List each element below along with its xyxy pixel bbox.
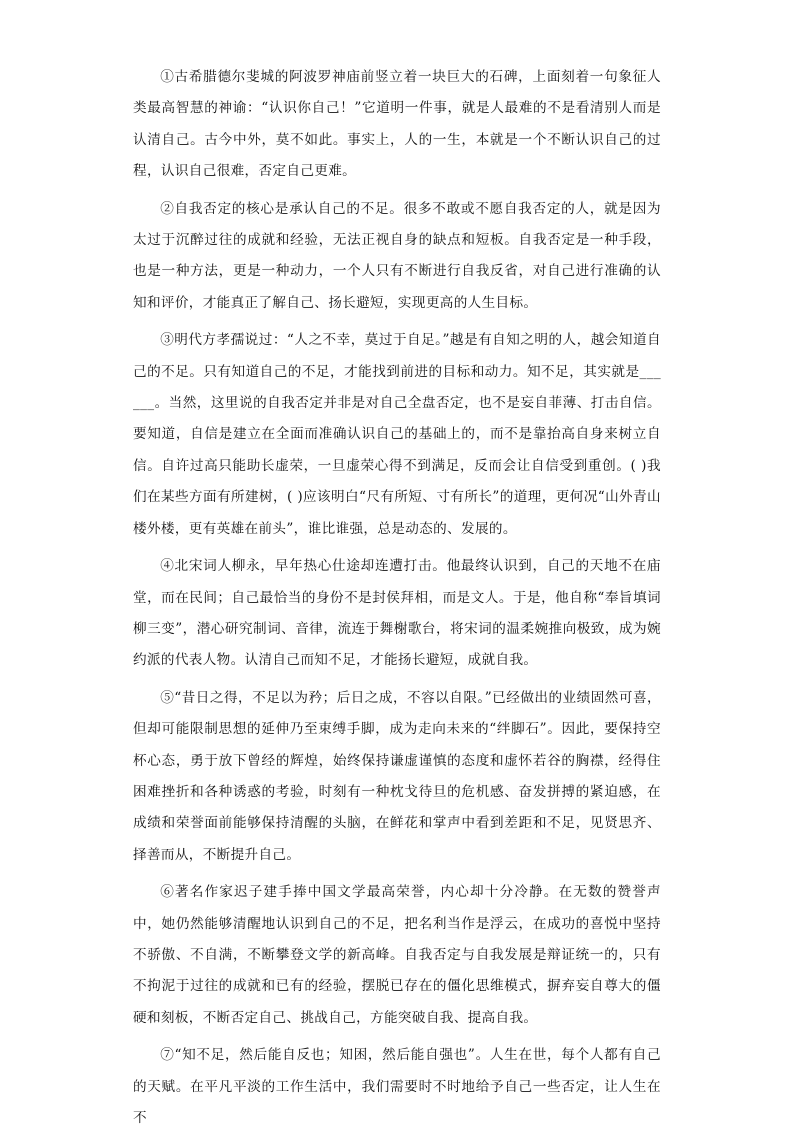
paragraph-2: ②自我否定的核心是承认自己的不足。很多不敢或不愿自我否定的人，就是因为太过于沉醉过往的成就和经验，无法正视自身的缺点和短板。自我否定是一种手段，也是一种方法，更是一种动力，一个人只有不断进行自我反省，对自己进行准确的认知和评价，才能真正了解自己、扬长避短，实现更高的人生目标。 — [133, 200, 661, 311]
paragraph-7: ⑦“知不足，然后能自反也；知困，然后能自强也”。人生在世，每个人都有自己的天赋。在平凡平淡的工作生活中，我们需要时不时地给予自己一些否定，让人生在不 — [133, 1047, 661, 1126]
article-body — [133, 62, 661, 1140]
paragraph-1: ①古希腊德尔斐城的阿波罗神庙前竖立着一块巨大的石碑，上面刻着一句象征人类最高智慧的神谕：“认识你自己！”它道明一件事，就是人最难的不是看清别人而是认清自己。古今中外，莫不如此。事实上，人的一生，本就是一个不断认识自己的过程，认识自己很难，否定自己更难。 — [133, 69, 661, 180]
paragraph-3: ③明代方孝孺说过：“人之不幸，莫过于自足。”越是有自知之明的人，越会知道自己的不足。只有知道自己的不足，才能找到前进的目标和动力。知不足，其实就是______。当然，这里说的自我否定并非是对自己全盘否定，也不是妄自菲薄、打击自信。要知道，自信是建立在全面而准确认识自己的基础上的，而不是靠抬高自身来树立自信。自许过高只能助长虚荣，一旦虚荣心得不到满足，反而会让自信受到重创。( )我们在某些方面有所建树，( )应该明白“尺有所短、寸有所长”的道理，更何况“山外青山楼外楼，更有英雄在前头”，谁比谁强，总是动态的、发展的。 — [133, 332, 661, 537]
paragraph-5: ⑤“昔日之得，不足以为矜；后日之成，不容以自限。”已经做出的业绩固然可喜，但却可能限制思想的延伸乃至束缚手脚，成为走向未来的“绊脚石”。因此，要保持空杯心态，勇于放下曾经的辉煌，始终保持谦虚谨慎的态度和虚怀若谷的胸襟，经得住困难挫折和各种诱惑的考验，时刻有一种枕戈待旦的危机感、奋发拼搏的紧迫感，在成绩和荣誉面前能够保持清醒的头脑，在鲜花和掌声中看到差距和不足，见贤思齐、择善而从，不断提升自己。 — [133, 689, 661, 863]
paragraph-4: ④北宋词人柳永，早年热心仕途却连遭打击。他最终认识到，自己的天地不在庙堂，而在民间；自己最恰当的身份不是封侯拜相，而是文人。于是，他自称“奉旨填词柳三变”，潜心研究制词、音律，流连于舞榭歌台，将宋词的温柔婉推向极致，成为婉约派的代表人物。认清自己而知不足，才能扬长避短，成就自我。 — [133, 558, 661, 669]
paragraph-6: ⑥著名作家迟子建手捧中国文学最高荣誉，内心却十分冷静。在无数的赞誉声中，她仍然能够清醒地认识到自己的不足，把名利当作是浮云，在成功的喜悦中坚持不骄傲、不自满，不断攀登文学的新高峰。自我否定与自我发展是辩证统一的，只有不拘泥于过往的成就和已有的经验，摆脱已存在的僵化思维模式，摒弃妄自尊大的僵硬和刻板，不断否定自己、挑战自己，方能突破自我、提高自我。 — [133, 884, 661, 1026]
